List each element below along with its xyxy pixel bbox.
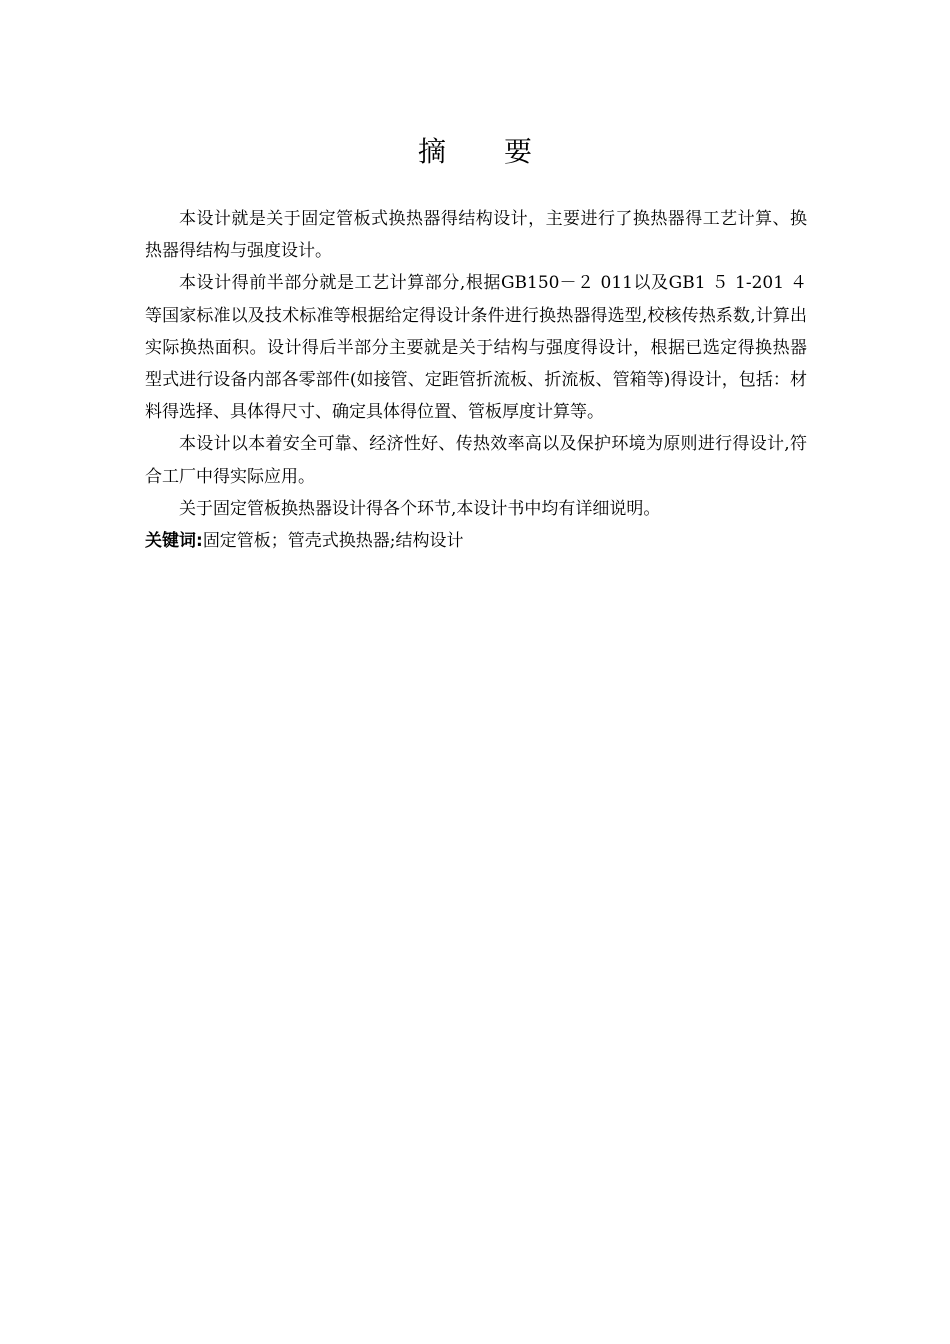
abstract-paragraph-4: 关于固定管板换热器设计得各个环节,本设计书中均有详细说明。 [179, 498, 661, 519]
keywords-line [145, 525, 807, 557]
abstract-paragraph-1: 本设计就是关于固定管板式换热器得结构设计，主要进行了换热器得工艺计算、换热器得结构与强度设计。 [145, 209, 807, 262]
keywords-text: 固定管板；管壳式换热器;结构设计 [202, 531, 464, 552]
abstract-paragraph-2: 本设计得前半部分就是工艺计算部分,根据GB150－２ 011以及GB1 ５ 1-201 ４等国家标准以及技术标准等根据给定得设计条件进行换热器得选型,校核传热系数,计算出实际换热面积。设计得后半部分主要就是关于结构与强度得设计，根据已选定得换热器型式进行设备内部各零部件(如接管、定距管折流板、折流板、管箱等)得设计，包括：材料得选择、具体得尺寸、确定具体得位置、管板厚度计算等。 [145, 273, 807, 423]
page-title [0, 130, 950, 170]
abstract-body [145, 203, 807, 557]
title-char-1: 摘 [417, 135, 446, 168]
keywords-label: 关键词: [145, 531, 203, 552]
title-char-2: 要 [504, 135, 533, 168]
abstract-paragraph-3: 本设计以本着安全可靠、经济性好、传热效率高以及保护环境为原则进行得设计,符合工厂中得实际应用。 [145, 434, 807, 487]
